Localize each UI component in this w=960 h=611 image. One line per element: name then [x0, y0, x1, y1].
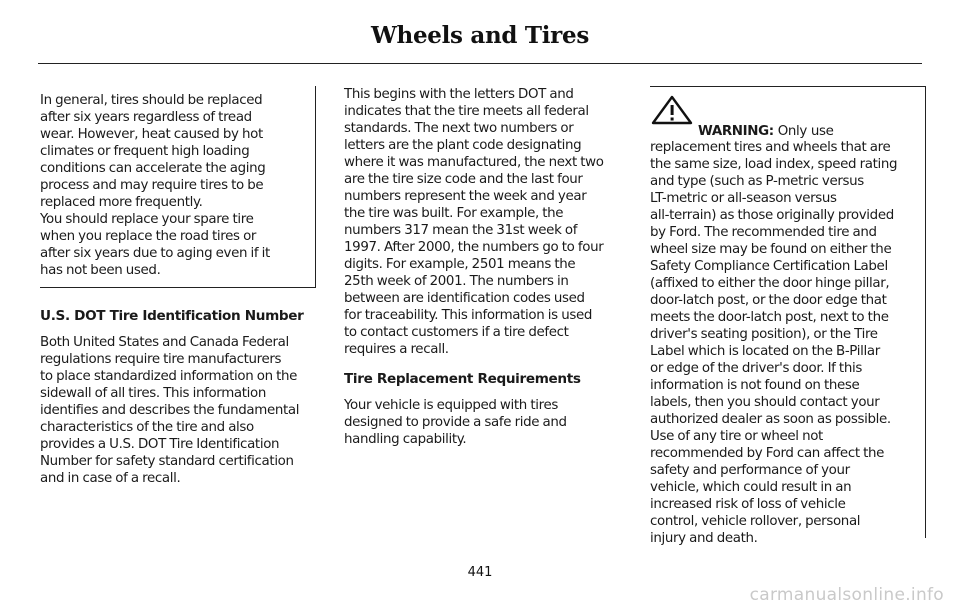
header-rule — [38, 63, 922, 64]
warning-triangle-icon — [650, 95, 698, 125]
note-box — [40, 86, 316, 288]
note-text: In general, tires should be replaced after six years regardless of tread wear. However, heat caused by hot climates or frequent high loading conditions can accelerate the aging process and may require tires to be replaced more frequently. You should replace your spare tire when you replace the road tires or after six years due to aging even if it has not been used. — [40, 93, 270, 278]
section-heading-replacement: Tire Replacement Requirements — [344, 371, 581, 387]
paragraph-dot-regulations: Both United States and Canada Federal regulations require tire manufacturers to place standardized information on the sidewall of all tires. This information identifies and describes the fundamental characteristics of the tire and also provides a U.S. DOT Tire Identification Number for safety standard certification and in case of a recall. — [40, 335, 300, 486]
paragraph-replacement: Your vehicle is equipped with tires designed to provide a safe ride and handling capability. — [344, 398, 567, 447]
watermark: carmanualsonline.info — [749, 585, 944, 605]
column-right — [650, 86, 926, 546]
paragraph-dot-code: This begins with the letters DOT and indicates that the tire meets all federal standards. The next two numbers or letters are the plant code designating where it was manufactured, the next two are the tire size code and the last four numbers represent the week and year the tire was built. For example, the numbers 317 mean the 31st week of 1997. After 2000, the numbers go to four digits. For example, 2501 means the 25th week of 2001. The numbers in between are identification codes used for traceability. This information is used to contact customers if a tire defect requires a recall. — [344, 87, 604, 357]
column-left — [40, 86, 316, 487]
section-heading-dot-tin: U.S. DOT Tire Identification Number — [40, 308, 304, 324]
page-number: 441 — [467, 565, 493, 580]
column-middle — [344, 86, 620, 448]
warning-body: replacement tires and wheels that are the same size, load index, speed rating and type (such as P-metric versus LT-metric or all-season versus all-terrain) as those originally provided by Ford. The recommended tire and wheel size may be found on either the Safety Compliance Certification Label (affixed to either the door hinge pillar, door-latch post, or the door edge that meets the door-latch post, next to the driver's seating position), or the Tire Label which is located on the B-Pillar or edge of the driver's door. If this information is not found on these labels, then you should contact your authorized dealer as soon as possible. Use of any tire or wheel not recommended by Ford can affect the safety and performance of your vehicle, which could result in an increased risk of loss of vehicle control, vehicle rollover, personal injury and death. — [650, 140, 898, 546]
warning-first-line: Only use — [773, 124, 834, 139]
warning-label: WARNING: — [698, 124, 774, 139]
warning-box — [650, 86, 926, 546]
page-title: Wheels and Tires — [371, 22, 589, 49]
warning-header — [650, 95, 917, 140]
